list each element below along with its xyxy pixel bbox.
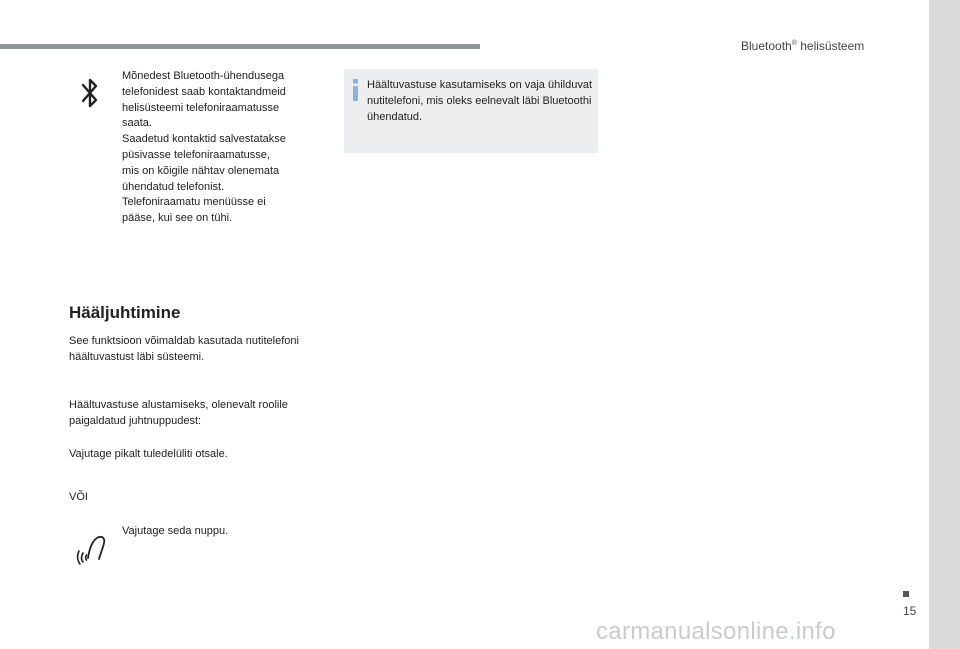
bluetooth-note-line: ühendatud telefonist. <box>122 180 225 193</box>
header-rule <box>0 44 480 49</box>
bluetooth-note-line: telefonidest saab kontaktandmeid <box>122 85 286 98</box>
bluetooth-note-line: pääse, kui see on tühi. <box>122 212 233 225</box>
bluetooth-note-line: Saadetud kontaktid salvestatakse <box>122 133 286 146</box>
info-icon <box>353 79 358 101</box>
bluetooth-note <box>122 69 322 227</box>
or-label: VÕI <box>69 491 88 503</box>
bluetooth-note-line: saata. <box>122 117 152 130</box>
intro-paragraph: See funktsioon võimaldab kasutada nutitelefoni häältuvastust läbi süsteemi. <box>69 335 299 363</box>
voice-command-icon <box>73 533 107 567</box>
header-registered-mark: ® <box>791 40 797 47</box>
info-box <box>344 69 598 153</box>
voice-button-text: Vajutage seda nuppu. <box>122 525 229 537</box>
bluetooth-note-line: mis on kõigile nähtav olenemata <box>122 164 280 177</box>
right-sidebar <box>929 0 960 649</box>
long-press-paragraph: Vajutage pikalt tuledelüliti otsale. <box>69 448 228 460</box>
page-number: 15 <box>903 604 917 618</box>
header-title-suffix: helisüsteem <box>796 39 865 53</box>
info-box-text: Häältuvastuse kasutamiseks on vaja ühilduvat nutitelefoni, mis oleks eelnevalt läbi Bluetoothi ühendatud. <box>367 79 593 123</box>
page-marker <box>903 591 909 597</box>
watermark: carmanualsonline.info <box>596 618 836 645</box>
header-title-main: Bluetooth <box>741 39 792 53</box>
page-header-title <box>741 39 864 53</box>
bluetooth-note-line: Mõnedest Bluetooth-ühendusega <box>122 70 285 82</box>
bluetooth-note-line: püsivasse telefoniraamatusse, <box>122 148 270 161</box>
bluetooth-icon <box>80 76 100 110</box>
bluetooth-note-line: helisüsteemi telefoniraamatusse <box>122 101 280 114</box>
start-paragraph: Häältuvastuse alustamiseks, olenevalt roolile paigaldatud juhtnuppudest: <box>69 399 288 427</box>
section-title: Hääljuhtimine <box>69 303 181 322</box>
bluetooth-note-line: Telefoniraamatu menüüsse ei <box>122 196 266 209</box>
